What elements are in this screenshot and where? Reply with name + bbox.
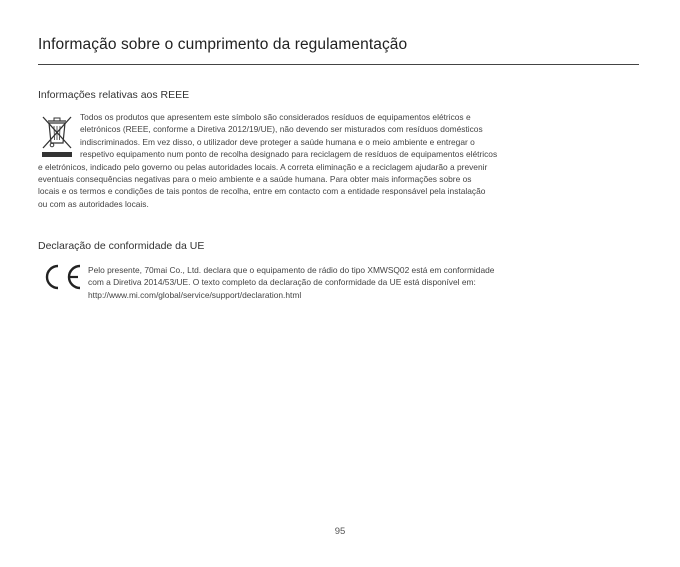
weee-line: Todos os produtos que apresentem este símbolo são considerados resíduos de equipamentos elétricos e [80,112,471,122]
page-title: Informação sobre o cumprimento da regulamentação [38,36,408,53]
weee-section-heading: Informações relativas aos REEE [38,89,190,101]
weee-line: locais e os termos e condições de tais pontos de recolha, entre em contacto com a entidade responsável pela instalação [38,186,486,197]
weee-line: indiscriminados. Em vez disso, o utilizador deve proteger a saúde humana e o meio ambiente e entregar o [80,136,475,147]
ue-section-heading: Declaração de conformidade da UE [38,240,205,252]
weee-line: ou com as autoridades locais. [38,198,149,209]
title-divider [38,64,639,65]
page-number: 95 [334,526,346,537]
weee-line: eletrónicos (REEE, conforme a Diretiva 2012/19/UE), não devendo ser misturados com resíduos domésticos [80,124,483,135]
weee-paragraph [38,111,497,210]
weee-line: eventuais consequências negativas para o meio ambiente e a saúde humana. Para obter mais informações sobre os [38,174,472,185]
ue-line: com a Diretiva 2014/53/UE. O texto completo da declaração de conformidade da UE está disponível em: [88,277,476,288]
weee-line: e eletrónicos, indicado pelo governo ou pelas autoridades locais. A correta eliminação e a reciclagem ajudarão a prevenir [38,161,488,172]
ce-mark-icon [38,262,84,292]
ue-paragraph [88,264,494,301]
ue-declaration-link[interactable]: http://www.mi.com/global/service/support/declaration.html [88,289,302,300]
ue-line: Pelo presente, 70mai Co., Ltd. declara que o equipamento de rádio do tipo XMWSQ02 está em conformidade [88,265,495,275]
weee-line: respetivo equipamento num ponto de recolha designado para reciclagem de resíduos de equipamentos elétricos [80,149,498,160]
